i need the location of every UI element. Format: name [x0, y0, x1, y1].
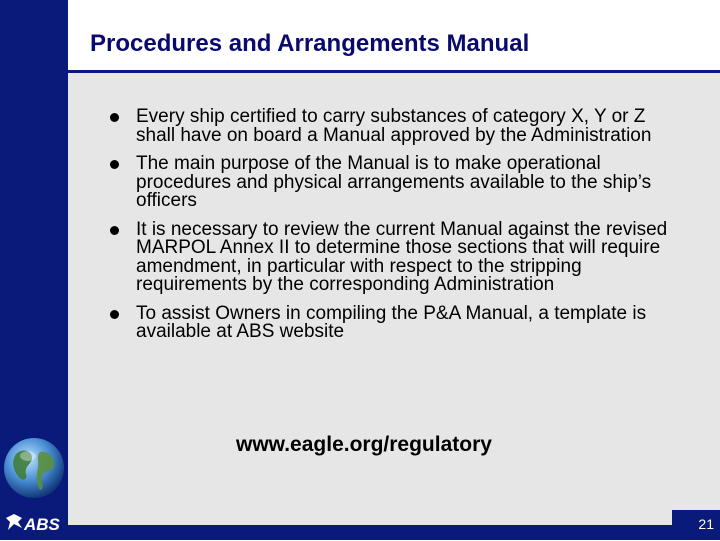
bullet-item — [110, 218, 670, 295]
bullet-dot-icon — [110, 160, 119, 169]
bullet-dot-icon — [110, 226, 119, 235]
page-number: 21 — [698, 516, 714, 532]
bullet-list — [110, 108, 670, 352]
bullet-item — [110, 108, 670, 145]
globe-icon — [2, 436, 66, 500]
bullet-text: It is necessary to review the current Manual against the revised MARPOL Annex II to determine those sections that will require amendment, in particular with respect to the stripping requirements by the corresponding Administration — [136, 218, 668, 295]
bullet-dot-icon — [110, 113, 119, 122]
website-url: www.eagle.org/regulatory — [236, 433, 492, 456]
bullet-text: The main purpose of the Manual is to make operational procedures and physical arrangements available to the ship’s officers — [136, 153, 652, 211]
bullet-text: To assist Owners in compiling the P&A Manual, a template is available at ABS website — [136, 302, 647, 342]
slide-title: Procedures and Arrangements Manual — [90, 30, 530, 57]
bullet-item — [110, 155, 670, 211]
eagle-icon — [4, 512, 24, 536]
bullet-dot-icon — [110, 310, 119, 319]
bullet-text: Every ship certified to carry substances of category X, Y or Z shall have on board a Manual approved by the Administration — [136, 106, 652, 146]
bullet-item — [110, 302, 670, 342]
logo-text: ABS — [24, 515, 60, 534]
footer-bar — [68, 525, 720, 540]
